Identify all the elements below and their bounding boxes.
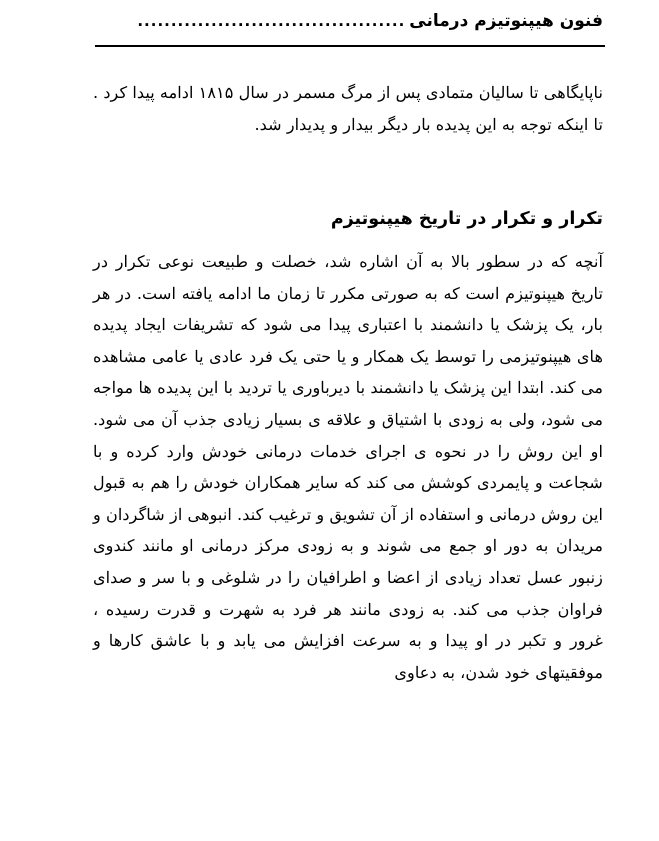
intro-paragraph: ناپایگاهی تا سالیان متمادی پس از مرگ مسمر در سال ۱۸۱۵ ادامه پیدا کرد . تا اینکه توجه به این پدیده بار دیگر بیدار و پدیدار شد. [93,83,603,134]
header-leader-dots: ........................................ [137,12,406,30]
running-header [133,4,603,38]
chapter-title: فنون هیپنوتیزم درمانی [409,11,603,31]
section-heading: تکرار و تکرار در تاریخ هیپنوتیزم [330,209,603,229]
section-body-paragraph: آنچه که در سطور بالا به آن اشاره شد، خصلت و طبیعت نوعی تکرار در تاریخ هیپنوتیزم است که به صورتی مکرر تا زمان ما ادامه یافته است. در هر بار، یک پزشک یا دانشمند با اعتباری پیدا می شود که تشریفات ایجاد پدیده های هیپنوتیزمی را توسط یک همکار و یا حتی یک فرد عادی یا عامی مشاهده می کند. ابتدا این پزشک یا دانشمند با دیرباوری یا تردید با این پدیده ها مواجه می شود، ولی به زودی با اشتیاق و علاقه ی بسیار زیادی جذب آن می شود. او این روش را در نحوه ی اجرای خدمات درمانی خودش وارد کرده و با شجاعت و پایمردی کوشش می کند که سایر همکاران خودش را هم به قبول این روش درمانی و استفاده از آن تشویق و ترغیب کند. انبوهی از شاگردان و مریدان به دور او جمع می شوند و به زودی مرکز درمانی او مانند کندوی زنبور عسل تعداد زیادی از اعضا و اطرافیان را در شلوغی و با سر و صدای فراوان جذب می کند. به زودی مانند هر فرد به شهرت و قدرت رسیده ، غرور و تکبر در او پیدا و به سرعت افزایش می یابد و با عاشق کارها و موفقیتهای خود شدن، به دعاوی [93,252,603,682]
header-divider [95,45,605,47]
